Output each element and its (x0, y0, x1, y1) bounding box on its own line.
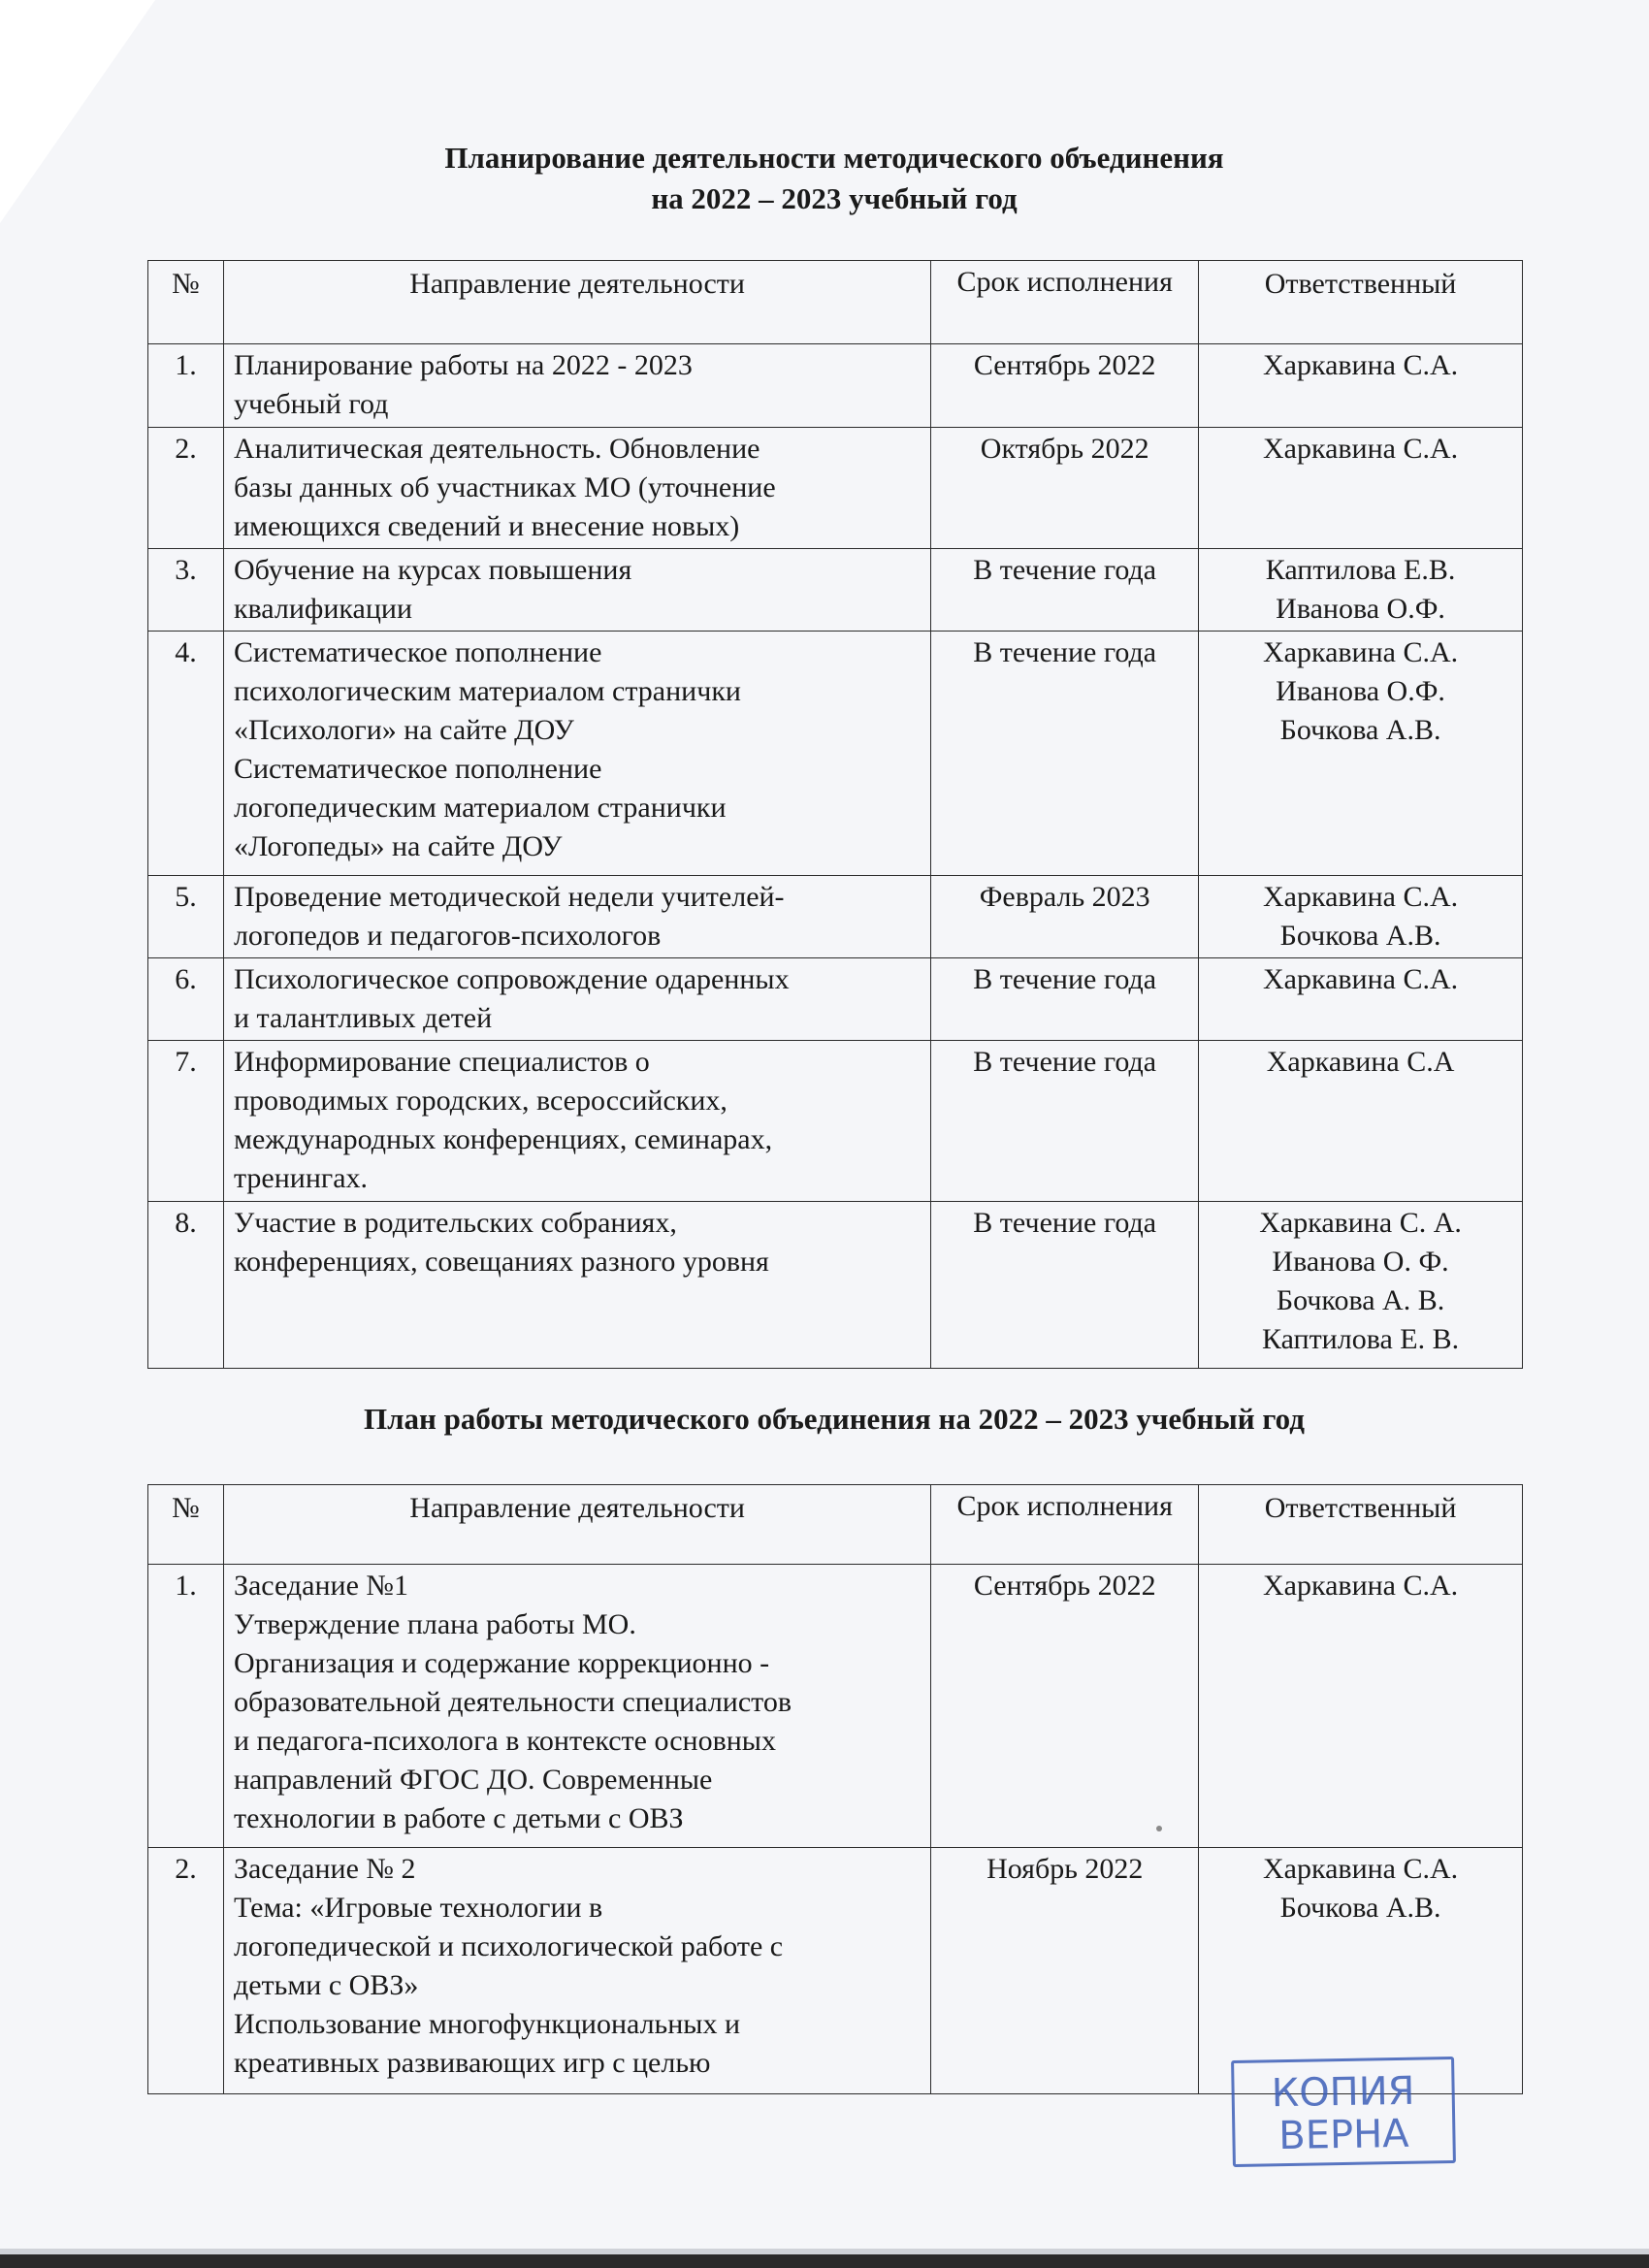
section-title: План работы методического объединения на 2022 – 2023 учебный год (364, 1402, 1305, 1436)
column-header-term: Срок исполнения (931, 261, 1199, 344)
direction-line: направлений ФГОС ДО. Современные (233, 1764, 713, 1796)
responsible-name: Харкавина С.А. (1262, 349, 1459, 381)
row-number: 1. (148, 344, 224, 428)
activity-planning-table (147, 260, 1523, 1369)
row-number: 5. (148, 876, 224, 958)
direction-line: Обучение на курсах повышения (233, 554, 632, 586)
row-direction (223, 428, 930, 549)
row-responsible (1199, 428, 1523, 549)
title-line-2: на 2022 – 2023 учебный год (651, 181, 1018, 215)
direction-line: Организация и содержание коррекционно - (233, 1647, 770, 1679)
row-number: 2. (148, 428, 224, 549)
direction-line: логопедическим материалом странички (233, 792, 727, 824)
row-term: Сентябрь 2022 (931, 1565, 1199, 1848)
direction-line: тренингах. (233, 1162, 369, 1194)
table-row (148, 632, 1523, 876)
direction-line: психологическим материалом странички (233, 675, 741, 707)
direction-line: креативных развивающих игр с целью (233, 2047, 711, 2079)
responsible-name: Харкавина С.А. (1262, 1853, 1459, 1885)
column-header-term: Срок исполнения (931, 1485, 1199, 1565)
row-number: 8. (148, 1202, 224, 1369)
direction-line: и педагога-психолога в контексте основных (233, 1725, 776, 1757)
row-term: В течение года (931, 632, 1199, 876)
responsible-name: Бочкова А.В. (1279, 1892, 1441, 1924)
direction-line: Заседание №1 (233, 1570, 409, 1602)
direction-line: Планирование работы на 2022 - 2023 (233, 349, 693, 381)
responsible-name: Харкавина С.А. (1262, 963, 1459, 995)
scan-speck (1156, 1826, 1162, 1831)
table-header-row (148, 261, 1523, 344)
row-responsible (1199, 1565, 1523, 1848)
stamp-line-1: КОПИЯ (1271, 2068, 1415, 2117)
direction-line: Аналитическая деятельность. Обновление (233, 433, 760, 465)
work-plan-body (148, 1565, 1523, 2094)
direction-line: квалификации (233, 593, 412, 625)
title-line-1: Планирование деятельности методического объединения (444, 141, 1224, 175)
direction-line: Утверждение плана работы МО. (233, 1608, 636, 1640)
direction-line: Участие в родительских собраниях, (233, 1207, 677, 1239)
table-header-row (148, 1485, 1523, 1565)
table-row (148, 549, 1523, 632)
direction-line: детьми с ОВЗ» (233, 1969, 419, 2001)
responsible-name: Иванова О.Ф. (1276, 675, 1445, 707)
row-term: В течение года (931, 549, 1199, 632)
row-number: 4. (148, 632, 224, 876)
column-header-direction: Направление деятельности (223, 1485, 930, 1565)
activity-planning-body (148, 344, 1523, 1369)
direction-line: технологии в работе с детьми с ОВЗ (233, 1802, 684, 1834)
row-direction (223, 549, 930, 632)
row-direction (223, 1565, 930, 1848)
direction-line: Использование многофункциональных и (233, 2008, 741, 2040)
direction-line: международных конференциях, семинарах, (233, 1123, 773, 1155)
direction-line: Психологическое сопровождение одаренных (233, 963, 790, 995)
row-responsible (1199, 549, 1523, 632)
column-header-num: № (148, 261, 224, 344)
responsible-name: Бочкова А.В. (1279, 714, 1441, 746)
direction-line: Систематическое пополнение (233, 636, 602, 668)
responsible-name: Харкавина С.А. (1262, 881, 1459, 913)
stamp-line-2: ВЕРНА (1277, 2111, 1409, 2159)
responsible-name: Иванова О. Ф. (1272, 1246, 1449, 1278)
row-direction (223, 876, 930, 958)
direction-line: Проведение методической недели учителей- (233, 881, 785, 913)
row-direction (223, 632, 930, 876)
row-number: 3. (148, 549, 224, 632)
row-number: 1. (148, 1565, 224, 1848)
row-responsible (1199, 632, 1523, 876)
row-responsible (1199, 1202, 1523, 1369)
direction-line: и талантливых детей (233, 1002, 493, 1034)
responsible-name: Харкавина С.А. (1262, 1570, 1459, 1602)
responsible-name: Харкавина С.А. (1262, 433, 1459, 465)
row-term: Октябрь 2022 (931, 428, 1199, 549)
column-header-responsible: Ответственный (1199, 261, 1523, 344)
copy-certified-stamp (1231, 2057, 1456, 2167)
row-direction (223, 1041, 930, 1202)
direction-line: Информирование специалистов о (233, 1046, 650, 1078)
column-header-direction: Направление деятельности (223, 261, 930, 344)
row-responsible (1199, 1848, 1523, 2094)
row-number: 6. (148, 958, 224, 1041)
responsible-name: Харкавина С.А (1266, 1046, 1455, 1078)
row-responsible (1199, 876, 1523, 958)
row-number: 7. (148, 1041, 224, 1202)
responsible-name: Харкавина С. А. (1259, 1207, 1462, 1239)
direction-line: «Логопеды» на сайте ДОУ (233, 830, 563, 862)
responsible-name: Каптилова Е. В. (1261, 1323, 1460, 1355)
row-direction (223, 958, 930, 1041)
row-term: В течение года (931, 958, 1199, 1041)
table-row (148, 1041, 1523, 1202)
column-header-responsible: Ответственный (1199, 1485, 1523, 1565)
table-row (148, 958, 1523, 1041)
row-responsible (1199, 1041, 1523, 1202)
responsible-name: Каптилова Е.В. (1265, 554, 1456, 586)
row-term: Февраль 2023 (931, 876, 1199, 958)
scan-bottom-border (0, 2254, 1649, 2268)
work-plan-table (147, 1484, 1523, 2094)
row-term: Сентябрь 2022 (931, 344, 1199, 428)
table-row (148, 1848, 1523, 2094)
responsible-name: Бочкова А.В. (1279, 920, 1441, 952)
direction-line: образовательной деятельности специалистов (233, 1686, 792, 1718)
direction-line: Систематическое пополнение (233, 753, 602, 785)
direction-line: проводимых городских, всероссийских, (233, 1085, 728, 1117)
direction-line: логопедов и педагогов-психологов (233, 920, 662, 952)
direction-line: «Психологи» на сайте ДОУ (233, 714, 574, 746)
row-direction (223, 344, 930, 428)
direction-line: базы данных об участниках МО (уточнение (233, 471, 776, 503)
direction-line: имеющихся сведений и внесение новых) (233, 510, 740, 542)
table-row (148, 876, 1523, 958)
row-responsible (1199, 958, 1523, 1041)
row-term: Ноябрь 2022 (931, 1848, 1199, 2094)
table-row (148, 428, 1523, 549)
responsible-name: Бочкова А. В. (1276, 1284, 1445, 1316)
responsible-name: Иванова О.Ф. (1276, 593, 1445, 625)
responsible-name: Харкавина С.А. (1262, 636, 1459, 668)
direction-line: конференциях, совещаниях разного уровня (233, 1246, 769, 1278)
table-row (148, 344, 1523, 428)
table-row (148, 1202, 1523, 1369)
row-term: В течение года (931, 1041, 1199, 1202)
direction-line: учебный год (233, 388, 389, 420)
direction-line: логопедической и психологической работе с (233, 1930, 784, 1962)
row-responsible (1199, 344, 1523, 428)
row-number: 2. (148, 1848, 224, 2094)
direction-line: Тема: «Игровые технологии в (233, 1892, 603, 1924)
row-term: В течение года (931, 1202, 1199, 1369)
row-direction (223, 1202, 930, 1369)
column-header-num: № (148, 1485, 224, 1565)
direction-line: Заседание № 2 (233, 1853, 416, 1885)
folded-corner (0, 0, 155, 223)
document-title (146, 138, 1523, 219)
table-row (148, 1565, 1523, 1848)
row-direction (223, 1848, 930, 2094)
